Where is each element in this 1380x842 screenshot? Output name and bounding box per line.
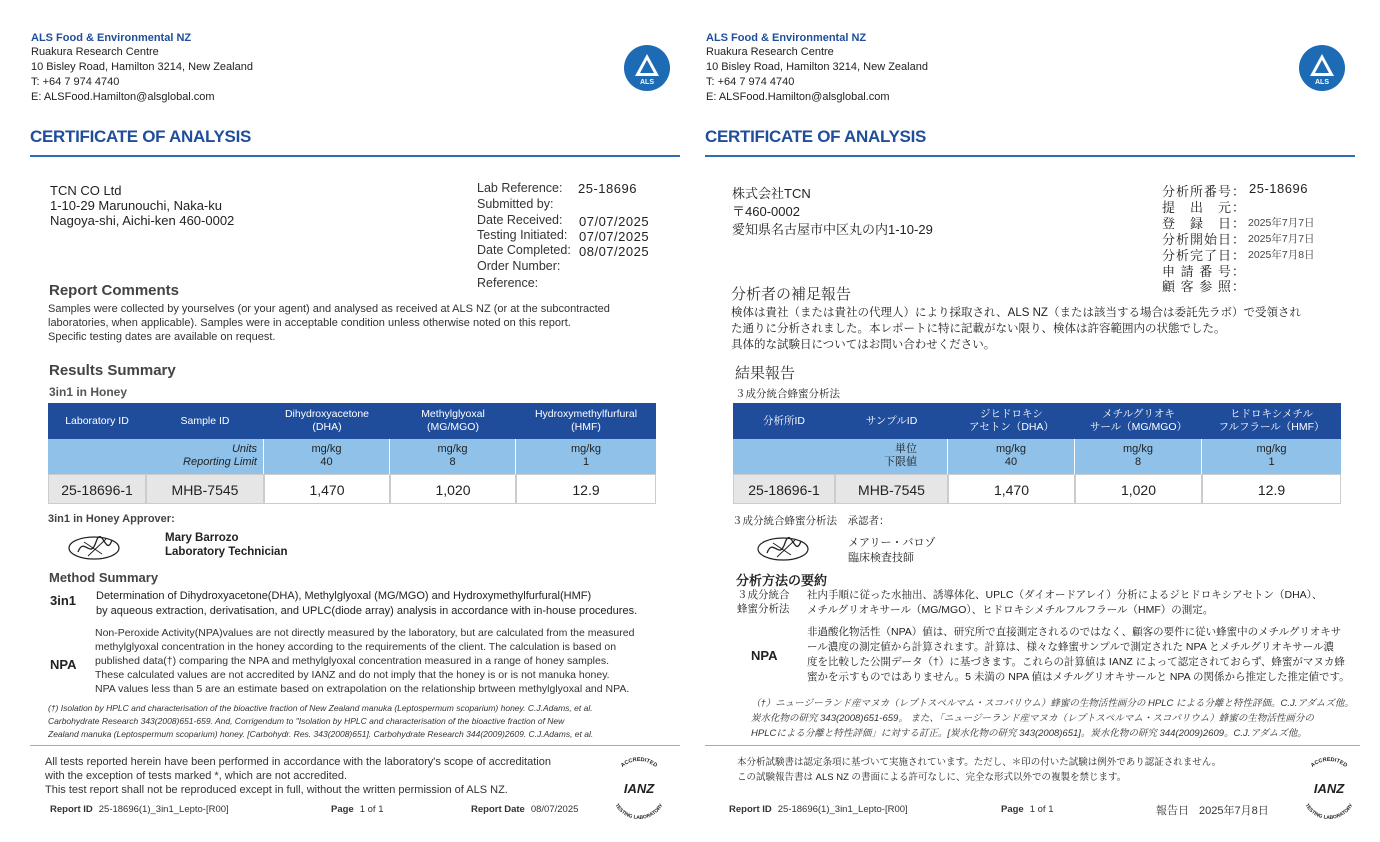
- lab-reference-label: Lab Reference:: [477, 181, 563, 195]
- dha-unit: mg/kg: [311, 443, 342, 455]
- mgo-units-cell: [390, 439, 516, 474]
- comments-line-1: 検体は貴社（または貴社の代理人）により採取され、ALS NZ（または該当する場合は委託先ラボ）で受領され: [731, 307, 1301, 319]
- lab-centre: Ruakura Research Centre: [706, 46, 834, 58]
- approver-role: Laboratory Technician: [165, 546, 288, 558]
- approver-name: メアリー・バロゾ: [848, 537, 936, 549]
- date-received-value: 2025年7月7日: [1248, 217, 1315, 229]
- lab-street: 10 Bisley Road, Hamilton 3214, New Zealand: [706, 61, 928, 73]
- report-date: Report Date 08/07/2025: [471, 804, 579, 815]
- units-label-cell: [48, 439, 264, 474]
- reporting-limit-label: 下限値: [884, 456, 917, 468]
- results-subheading: ３成分統合蜂蜜分析法: [735, 388, 840, 400]
- method-code-3in1-line-1: ３成分統合: [737, 589, 790, 601]
- cell-sample-id: MHB-7545: [146, 474, 264, 504]
- hmf-limit: 1: [582, 456, 590, 468]
- header-hmf: ヒドロキシメチル フルフラール（HMF）: [1202, 403, 1341, 439]
- cell-dha: 1,470: [264, 474, 390, 504]
- footer-divider: [705, 745, 1360, 746]
- comments-line-3: Specific testing dates are available on request.: [48, 331, 276, 343]
- svg-text:IANZ: IANZ: [623, 781, 655, 796]
- method-summary-heading: Method Summary: [49, 570, 159, 585]
- date-completed-label: Date Completed:: [477, 243, 571, 257]
- mgo-units-cell: [1075, 439, 1202, 474]
- units-label: 単位: [895, 443, 917, 455]
- npa-line-3: published data(†) comparing the NPA and methylglyoxal concentration measured in a range of honey samples.: [95, 655, 610, 667]
- svg-text:TESTING LABORATORY: TESTING LABORATORY: [613, 802, 665, 820]
- reference-label: 顧 客 参 照：: [1162, 279, 1246, 294]
- comments-line-2: laboratories, when applicable). Samples were in acceptable condition unless otherwise noted on this report.: [48, 317, 571, 329]
- submitted-by-label: 提 出 元：: [1162, 200, 1247, 215]
- cell-mgo: 1,020: [1075, 474, 1202, 504]
- report-date: 報告日 2025年7月8日: [1156, 805, 1269, 817]
- submitted-by-label: Submitted by:: [477, 197, 554, 211]
- footer-divider: [30, 745, 680, 746]
- lab-centre: Ruakura Research Centre: [31, 46, 159, 58]
- npa-line-2: methylglyoxal concentration in the honey according to the requirements of the client. The calculation is based on: [95, 641, 617, 653]
- order-number-label: 申 請 番 号：: [1162, 264, 1246, 279]
- report-comments-heading: Report Comments: [49, 282, 180, 299]
- page-number: Page 1 of 1: [1001, 804, 1054, 815]
- logo-text: ALS: [1315, 79, 1329, 86]
- accreditation-line-2: この試験報告書は ALS NZ の書面による許可なしに、完全な形式以外での複製を禁じます。: [737, 772, 1127, 783]
- ianz-badge-icon: [606, 756, 672, 820]
- certificate-title: CERTIFICATE OF ANALYSIS: [705, 127, 927, 146]
- lab-street: 10 Bisley Road, Hamilton 3214, New Zealand: [31, 61, 253, 73]
- client-address: 愛知県名古屋市中区丸の内1-10-29: [732, 222, 933, 237]
- dha-units-cell: [264, 439, 390, 474]
- method-code-npa: NPA: [50, 657, 77, 672]
- reporting-limit-label: Reporting Limit: [183, 456, 257, 468]
- hmf-limit: 1: [1268, 456, 1275, 468]
- certificate-japanese: [690, 0, 1380, 842]
- lab-reference-value: 25-18696: [1249, 181, 1308, 196]
- mgo-unit: mg/kg: [437, 443, 468, 455]
- logo-text: ALS: [640, 79, 654, 86]
- npa-line-1: Non-Peroxide Activity(NPA)values are not directly measured by the laboratory, but are calculated from the measured: [95, 627, 635, 639]
- footnote-line-2: Carbohydrate Research 343(2008)651-659. And, Corrigendum to "Isolation by HPLC and characterisation of the bioactive fraction of New: [48, 716, 565, 726]
- testing-initiated-label: Testing Initiated:: [477, 228, 568, 242]
- als-logo-icon: [624, 45, 670, 91]
- mgo-unit: mg/kg: [1123, 443, 1153, 455]
- dha-units-cell: [948, 439, 1075, 474]
- comments-line-2: た通りに分析されました。本レポートに特に記載がない限り、検体は許容範囲内の状態でした。: [731, 323, 1226, 335]
- report-id: Report ID 25-18696(1)_3in1_Lepto-[R00]: [50, 804, 229, 815]
- hmf-unit: mg/kg: [1256, 443, 1287, 455]
- footnote-line-1: (†) Isolation by HPLC and characterisation of the bioactive fraction of New Zealand manuka (Leptospermum scoparium) honey. C.J.Adams, et al.: [48, 703, 593, 713]
- method-3in1-line-1: 社内手順に従った水抽出、誘導体化、UPLC（ダイオードアレイ）分析によるジヒドロキシアセトン（DHA）、: [807, 589, 1323, 601]
- ianz-badge-icon: [1296, 756, 1362, 820]
- cell-lab-id: 25-18696-1: [733, 474, 835, 504]
- comments-line-3: 具体的な試験日についてはお問い合わせください。: [731, 339, 996, 351]
- signature-icon: [66, 530, 122, 564]
- lab-phone: T: +64 7 974 4740: [706, 76, 795, 88]
- hmf-units-cell: [516, 439, 656, 474]
- results-table: [733, 403, 1341, 504]
- header-laboratory-id: Laboratory ID: [48, 403, 146, 439]
- testing-initiated-label: 分析開始日：: [1162, 232, 1247, 247]
- method-code-npa: NPA: [751, 648, 778, 663]
- order-number-label: Order Number:: [477, 259, 561, 273]
- hmf-units-cell: [1202, 439, 1341, 474]
- cell-lab-id: 25-18696-1: [48, 474, 146, 504]
- accreditation-line-2: with the exception of tests marked *, which are not accredited.: [45, 770, 348, 782]
- cell-mgo: 1,020: [390, 474, 516, 504]
- testing-initiated-value: 2025年7月7日: [1248, 233, 1315, 245]
- units-label-cell: [733, 439, 948, 474]
- header-dha: Dihydroxyacetone (DHA): [264, 403, 390, 439]
- testing-initiated-value: 07/07/2025: [579, 229, 650, 244]
- results-table: [48, 403, 656, 504]
- header-hmf: Hydroxymethylfurfural (HMF): [516, 403, 656, 439]
- date-received-label: 登 録 日：: [1162, 216, 1247, 231]
- dha-unit: mg/kg: [996, 443, 1026, 455]
- npa-line-4: 蜜かを示すものではありません。5 未満の NPA 値はメチルグリオキサールと NPA の関係から推定した推定値です。: [807, 671, 1350, 683]
- comments-line-1: Samples were collected by yourselves (or your agent) and analysed as received at ALS NZ (or at the subcontracted: [48, 303, 610, 315]
- accreditation-line-1: 本分析試験書は認定条項に基づいて実施されています。ただし、＊印の付いた試験は例外であり認証されません。: [737, 757, 1222, 768]
- accreditation-line-3: This test report shall not be reproduced except in full, without the written permission of ALS NZ.: [45, 784, 508, 796]
- results-subheading: 3in1 in Honey: [49, 385, 128, 399]
- approver-role: 臨床検査技師: [848, 552, 914, 564]
- report-comments-heading: 分析者の補足報告: [731, 286, 852, 303]
- header-mgo: Methylglyoxal (MG/MGO): [390, 403, 516, 439]
- header-sample-id: Sample ID: [146, 403, 264, 439]
- client-address-2: Nagoya-shi, Aichi-ken 460-0002: [50, 213, 235, 228]
- header-laboratory-id: 分析所ID: [733, 403, 835, 439]
- page-number: Page 1 of 1: [331, 804, 384, 815]
- method-code-3in1-line-2: 蜂蜜分析法: [737, 603, 790, 615]
- lab-reference-label: 分析所番号：: [1162, 184, 1247, 199]
- cell-hmf: 12.9: [516, 474, 656, 504]
- signature-icon: [755, 531, 811, 565]
- date-received-label: Date Received:: [477, 213, 563, 227]
- header-sample-id: サンプルID: [835, 403, 948, 439]
- lab-email: E: ALSFood.Hamilton@alsglobal.com: [31, 91, 215, 103]
- results-summary-heading: 結果報告: [735, 365, 796, 382]
- hmf-unit: mg/kg: [571, 443, 601, 455]
- lab-phone: T: +64 7 974 4740: [31, 76, 120, 88]
- client-postcode: 〒460-0002: [732, 204, 800, 219]
- certificate-title: CERTIFICATE OF ANALYSIS: [30, 127, 252, 146]
- footnote-line-3: HPLCによる分離と特性評価」に対する訂正。[炭水化物の研究 343(2008)651]。炭水化物の研究 344(2009)2609。C.J.アダムズ他。: [751, 728, 1307, 739]
- method-code-3in1: 3in1: [50, 593, 77, 608]
- npa-line-3: 度を比較した公開データ（†）に基づきます。これらの計算値は IANZ によって認定されておらず、蜂蜜がマヌカ蜂: [807, 656, 1345, 668]
- header-mgo: メチルグリオキ サール（MG/MGO）: [1075, 403, 1202, 439]
- units-label: Units: [231, 443, 257, 455]
- npa-line-5: NPA values less than 5 are an estimate based on extrapolation on the relationship brtween methylglyoxal and NPA.: [95, 683, 630, 695]
- header-dha: ジヒドロキシ アセトン（DHA）: [948, 403, 1075, 439]
- svg-text:ACCREDITED: ACCREDITED: [1309, 756, 1349, 769]
- cell-dha: 1,470: [948, 474, 1075, 504]
- accreditation-line-1: All tests reported herein have been performed in accordance with the laboratory's scope of accreditation: [45, 756, 551, 768]
- npa-line-4: These calculated values are not accredited by IANZ and do not imply that the honey is or is not manuka honey.: [95, 669, 610, 681]
- dha-limit: 40: [1004, 456, 1018, 468]
- svg-text:ACCREDITED: ACCREDITED: [619, 756, 659, 769]
- lab-name: ALS Food & Environmental NZ: [31, 32, 192, 44]
- method-3in1-line-2: メチルグリオキサール（MG/MGO）、ヒドロキシメチルフルフラール（HMF）の測定。: [807, 604, 1214, 616]
- svg-text:IANZ: IANZ: [1313, 781, 1345, 796]
- date-completed-value: 08/07/2025: [579, 244, 650, 259]
- approver-name: Mary Barrozo: [165, 532, 239, 544]
- date-completed-value: 2025年7月8日: [1248, 249, 1315, 261]
- mgo-limit: 8: [449, 456, 456, 468]
- lab-reference-value: 25-18696: [578, 181, 637, 196]
- date-received-value: 07/07/2025: [579, 214, 650, 229]
- npa-line-2: ール濃度の測定値から計算されます。計算は、様々な蜂蜜サンプルで測定された NPA とメチルグリオキサール濃: [807, 641, 1335, 653]
- title-divider: [30, 155, 680, 157]
- footnote-line-2: 炭水化物の研究 343(2008)651-659。 また、「ニュージーランド産マヌカ（レプトスペルマム・スコパリウム）蜂蜜の生物活性画分の: [751, 713, 1314, 724]
- npa-line-1: 非過酸化物活性（NPA）値は、研究所で直接測定されるのではなく、顧客の要件に従い蜂蜜中のメチルグリオキサ: [807, 626, 1342, 638]
- method-3in1-line-1: Determination of Dihydroxyacetone(DHA), Methylglyoxal (MG/MGO) and Hydroxymethylfurfural(HMF): [96, 590, 592, 602]
- footnote-line-3: Zealand manuka (Leptospermum scoparium) honey. [Carbohydr. Res. 343(2008)651]. Carbohydrate Research 344(2009)2609. C.J.Adams, et al.: [48, 729, 594, 739]
- cell-hmf: 12.9: [1202, 474, 1341, 504]
- als-logo-icon: [1299, 45, 1345, 91]
- method-3in1-line-2: by aqueous extraction, derivatisation, and UPLC(diode array) analysis in accordance with in-house procedures.: [96, 605, 638, 617]
- title-divider: [705, 155, 1355, 157]
- client-name: TCN CO Ltd: [50, 183, 122, 198]
- reference-label: Reference:: [477, 276, 539, 290]
- results-summary-heading: Results Summary: [49, 362, 176, 379]
- lab-email: E: ALSFood.Hamilton@alsglobal.com: [706, 91, 890, 103]
- client-address-1: 1-10-29 Marunouchi, Naka-ku: [50, 198, 222, 213]
- report-id: Report ID 25-18696(1)_3in1_Lepto-[R00]: [729, 804, 908, 815]
- footnote-line-1: （†）ニュージーランド産マヌカ（レプトスペルマム・スコパリウム）蜂蜜の生物活性画分の HPLC による分離と特性評価。C.J.アダムズ他。: [751, 698, 1354, 709]
- lab-name: ALS Food & Environmental NZ: [706, 32, 867, 44]
- client-name: 株式会社TCN: [732, 186, 811, 201]
- cell-sample-id: MHB-7545: [835, 474, 948, 504]
- approver-heading: ３成分統合蜂蜜分析法 承認者：: [732, 515, 890, 527]
- date-completed-label: 分析完了日：: [1162, 248, 1247, 263]
- method-summary-heading: 分析方法の要約: [736, 573, 828, 588]
- svg-text:TESTING LABORATORY: TESTING LABORATORY: [1303, 802, 1355, 820]
- approver-heading: 3in1 in Honey Approver:: [48, 513, 175, 525]
- mgo-limit: 8: [1134, 456, 1142, 468]
- dha-limit: 40: [320, 456, 333, 468]
